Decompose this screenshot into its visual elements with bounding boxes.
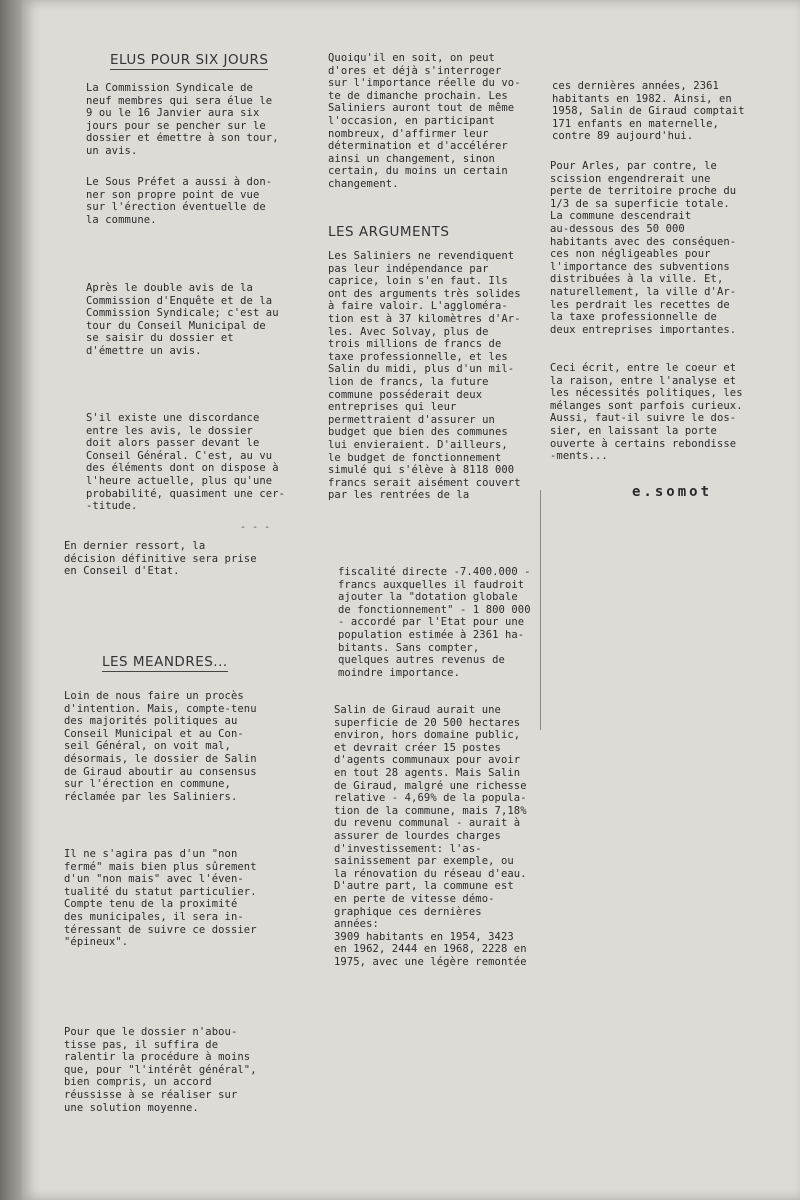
paragraph-non-ferme: Il ne s'agira pas d'un "non fermé" mais bien plus sûrement d'un "non mais" avec l'éven- tualité du statut particulier. Compte tenu de la proximité des municipales, il sera in- téressant de suivre ce dossier "épineux". bbox=[64, 848, 257, 949]
paragraph-dernieres-annees: ces dernières années, 2361 habitants en 1982. Ainsi, en 1958, Salin de Giraud comptait 171 enfants en maternelle, contre 89 aujourd'hui. bbox=[552, 80, 745, 143]
newspaper-page bbox=[22, 0, 800, 1200]
column-1-non-ferme bbox=[64, 848, 257, 949]
column-1-dernier-ressort bbox=[64, 540, 257, 578]
column-3-top bbox=[552, 80, 745, 143]
column-1-double-avis bbox=[86, 282, 279, 358]
author-signature: e.somot bbox=[632, 484, 713, 500]
paragraph-commission-syndicale: La Commission Syndicale de neuf membres qui sera élue le 9 ou le 16 Janvier aura six jours pour se pencher sur le dossier et émettre à son tour, un avis. bbox=[86, 82, 279, 157]
paragraph-dernier-ressort: En dernier ressort, la décision définitive sera prise en Conseil d'Etat. bbox=[64, 540, 257, 578]
binding-shadow bbox=[0, 0, 22, 1200]
column-2-superficie bbox=[334, 704, 527, 968]
paragraph-discordance: S'il existe une discordance entre les avis, le dossier doit alors passer devant le Conseil Général. C'est, au vu des éléments dont on dispose à l'heure actuelle, plus qu'une probabilité, quasiment une cer- -titude. bbox=[86, 412, 286, 513]
paragraph-solution-moyenne: Pour que le dossier n'abou- tisse pas, il suffira de ralentir la procédure à moins que, pour "l'intérêt général", bien compris, un accord réussisse à se réaliser sur une solution moyenne. bbox=[64, 1026, 257, 1114]
column-1-proces bbox=[64, 690, 257, 803]
paragraph-pour-arles: Pour Arles, par contre, le scission engendrerait une perte de territoire proche du 1/3 de sa superficie totale. La commune descendrait au-dessous des 50 000 habitants avec des conséquen- ces non négligeables pour l'importance des subventions distribuées à la ville. Et, naturellement, la ville d'Ar- les perdrait les recettes de la taxe professionnelle de deux entreprises importantes. bbox=[550, 160, 737, 336]
paragraph-sous-prefet: Le Sous Préfet a aussi à don- ner son propre point de vue sur l'érection éventuelle de la commune. bbox=[86, 176, 273, 226]
paragraph-fiscalite: fiscalité directe -7.400.000 - francs auxquelles il faudroit ajouter la "dotation globale de fonctionnement" - 1 800 000 - accordé par l'Etat pour une population estimée à 2361 ha- bitants. Sans compter, quelques autres revenus de moindre importance. bbox=[338, 566, 531, 679]
column-2-arguments bbox=[328, 250, 521, 502]
column-rule-1 bbox=[540, 490, 541, 730]
heading-les-meandres: LES MEANDRES... bbox=[102, 654, 228, 670]
column-1-prefet bbox=[86, 176, 272, 226]
paragraph-arguments: Les Saliniers ne revendiquent pas leur indépendance par caprice, loin s'en faut. Ils ont des arguments très solides à faire valoir. L'aggloméra- tion est à 37 kilomètres d'Ar- les. Avec Solvay, plus de trois millions de francs de taxe professionnelle, et les Salin du midi, plus d'un mil- lion de francs, la future commune posséderait deux entreprises qui leur permettraient d'assurer un budget que bien des communes lui envieraient. D'ailleurs, le budget de fonctionnement simulé qui s'élève à 8118 000 francs serait aisément couvert par les rentrées de la bbox=[328, 250, 521, 502]
column-2-top bbox=[328, 52, 521, 191]
paragraph-ceci-ecrit: Ceci écrit, entre le coeur et la raison, entre l'analyse et les nécessités politiques, les mélanges sont parfois curieux. Aussi, faut-il suivre le dos- sier, en laissant la porte ouverte à certains rebondisse -ments... bbox=[550, 362, 743, 463]
paragraph-superficie: Salin de Giraud aurait une superficie de 20 500 hectares environ, hors domaine public, et devrait créer 15 postes d'agents communaux pour avoir en tout 28 agents. Mais Salin de Giraud, malgré une richesse relative - 4,69% de la popula- tion de la commune, mais 7,18% du revenu communal - aurait à assurer de lourdes charges d'investissement: l'as- sainissement par exemple, ou la rénovation du réseau d'eau. D'autre part, la commune est en perte de vitesse démo- graphique ces dernières années: 3909 habitants en 1954, 3423 en 1962, 2444 en 1968, 2228 en 1975, avec une légère remontée bbox=[334, 704, 527, 968]
column-2-fiscalite bbox=[338, 566, 531, 679]
column-3-arles bbox=[550, 160, 736, 336]
column-1-discordance bbox=[86, 412, 285, 513]
column-3-ceci-ecrit bbox=[550, 362, 743, 463]
heading-elus-pour-six-jours: ELUS POUR SIX JOURS bbox=[110, 52, 269, 68]
separator-dash: - - - bbox=[240, 522, 271, 533]
paragraph-quoiquil: Quoiqu'il en soit, on peut d'ores et déjà s'interroger sur l'importance réelle du vo- te de dimanche prochain. Les Saliniers auront tout de même l'occasion, en participant nombreux, d'affirmer leur détermination et d'accélérer ainsi un changement, sinon certain, du moins un certain changement. bbox=[328, 52, 521, 190]
column-1-top bbox=[86, 82, 279, 158]
paragraph-proces-intention: Loin de nous faire un procès d'intention. Mais, compte-tenu des majorités politiques au Conseil Municipal et au Con- seil Général, on voit mal, désormais, le dossier de Salin de Giraud aboutir au consensus sur l'érection en commune, réclamée par les Saliniers. bbox=[64, 690, 257, 803]
heading-les-arguments: LES ARGUMENTS bbox=[328, 224, 450, 240]
paragraph-double-avis: Après le double avis de la Commission d'Enquête et de la Commission Syndicale; c'est au tour du Conseil Municipal de se saisir du dossier et d'émettre un avis. bbox=[86, 282, 279, 357]
column-1-solution bbox=[64, 1026, 257, 1114]
